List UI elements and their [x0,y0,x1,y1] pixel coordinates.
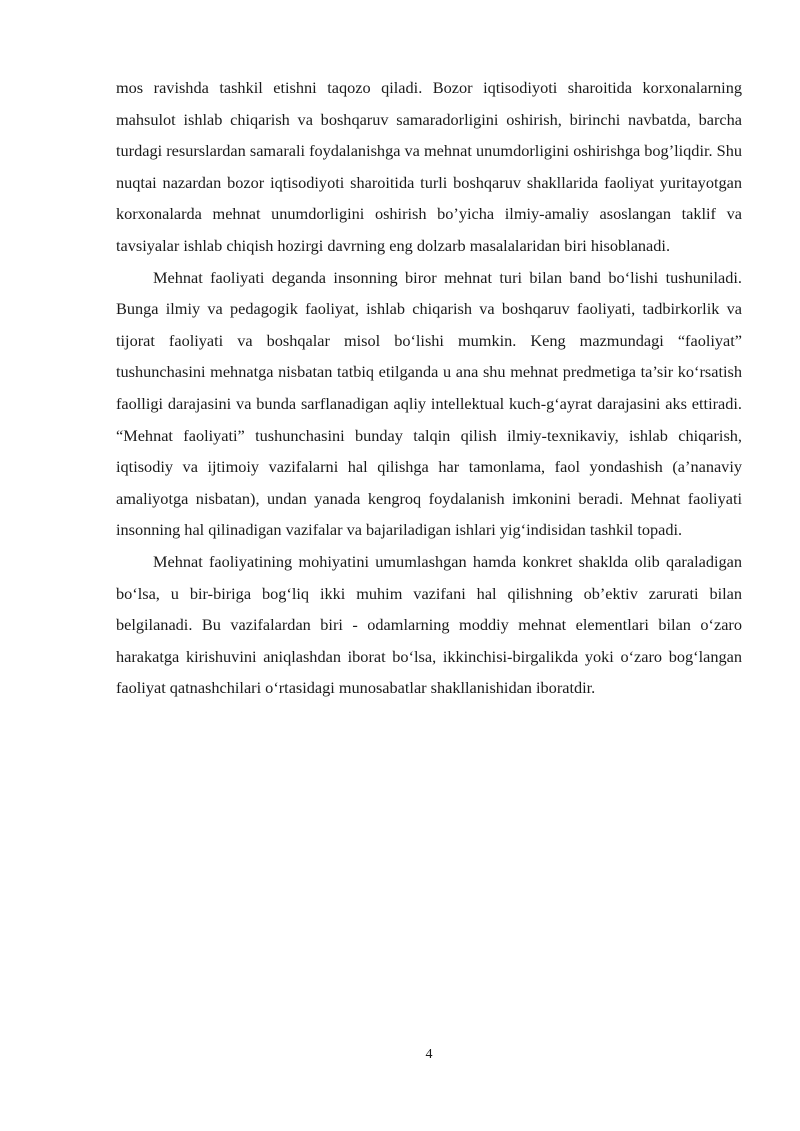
paragraph-mehnat-faoliyati: Mehnat faoliyati deganda insonning biror mehnat turi bilan band bo‘lishi tushuniladi. Bunga ilmiy va pedagogik faoliyat, ishlab chiqarish va boshqaruv faoliyati, tadbirkorlik va tijorat faoliyati va boshqalar misol bo‘lishi mumkin. Keng mazmundagi “faoliyat” tushunchasini mehnatga nisbatan tatbiq etilganda u ana shu mehnat predmetiga ta’sir ko‘rsatish faolligi darajasini va bunda sarflanadigan aqliy intellektual kuch-g‘ayrat darajasini aks ettiradi. “Mehnat faoliyati” tushunchasini bunday talqin qilish ilmiy-texnikaviy, ishlab chiqarish, iqtisodiy va ijtimoiy vazifalarni hal qilishga har tamonlama, faol yondashish (a’nanaviy amaliyotga nisbatan), undan yanada kengroq foydalanish imkonini beradi. Mehnat faoliyati insonning hal qilinadigan vazifalar va bajariladigan ishlari yig‘indisidan tashkil topadi. [116,267,742,540]
document-body [116,72,742,704]
paragraph-mohiyati: Mehnat faoliyatining mohiyatini umumlashgan hamda konkret shaklda olib qaraladigan bo‘lsa, u bir-biriga bog‘liq ikki muhim vazifani hal qilishning ob’ektiv zarurati bilan belgilanadi. Bu vazifalardan biri - odamlarning moddiy mehnat elementlari bilan o‘zaro harakatga kirishuvini aniqlashdan iborat bo‘lsa, ikkinchisi-birgalikda yoki o‘zaro bog‘langan faoliyat qatnashchilari o‘rtasidagi munosabatlar shakllanishidan iboratdir. [116,551,742,698]
page-number: 4 [425,1047,433,1062]
paragraph-continuation: mos ravishda tashkil etishni taqozo qiladi. Bozor iqtisodiyoti sharoitida korxonalarning mahsulot ishlab chiqarish va boshqaruv samaradorligini oshirish, birinchi navbatda, barcha turdagi resurslardan samarali foydalanishga va mehnat unumdorligini oshirishga bog’liqdir. Shu nuqtai nazardan bozor iqtisodiyoti sharoitida turli boshqaruv shakllarida faoliyat yuritayotgan korxonalarda mehnat unumdorligini oshirish bo’yicha ilmiy-amaliy asoslangan taklif va tavsiyalar ishlab chiqish hozirgi davrning eng dolzarb masalalaridan biri hisoblanadi. [116,78,742,255]
